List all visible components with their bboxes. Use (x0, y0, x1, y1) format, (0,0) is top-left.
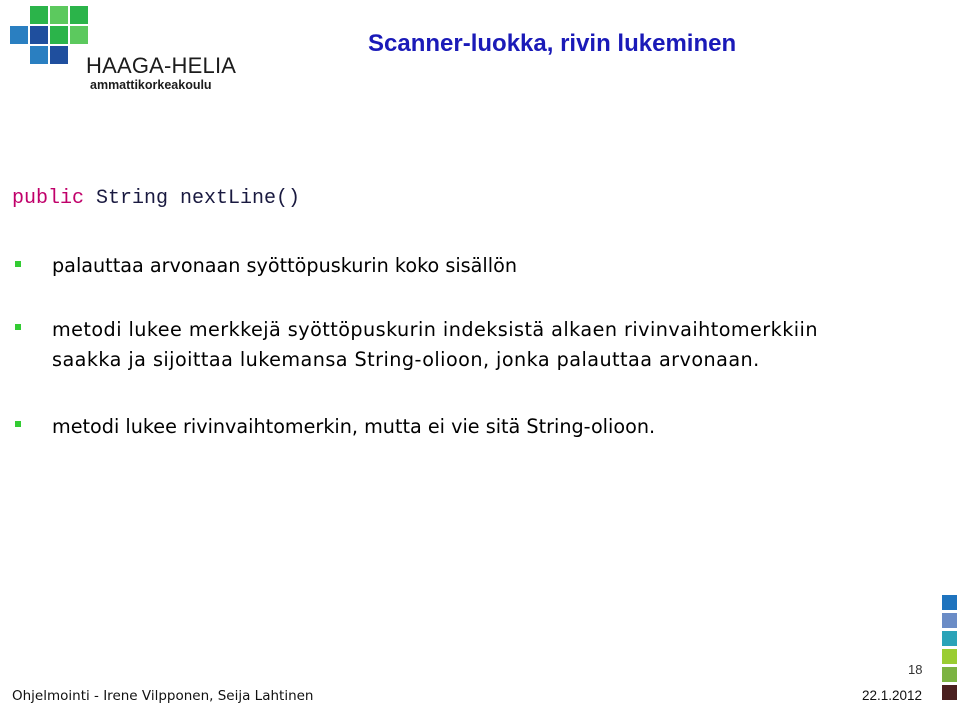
bullet-square-icon (15, 261, 21, 267)
logo-square-icon (30, 26, 48, 44)
method-signature (12, 187, 300, 210)
deco-square-icon (942, 649, 957, 664)
footer-authors: Ohjelmointi - Irene Vilpponen, Seija Lahtinen (12, 688, 314, 704)
logo-subtitle: ammattikorkeakoulu (90, 78, 212, 92)
page-number: 18 (908, 662, 923, 677)
deco-square-icon (942, 667, 957, 682)
deco-square-icon (942, 613, 957, 628)
logo-square-icon (50, 26, 68, 44)
bullet-text: metodi lukee rivinvaihtomerkin, mutta ei vie sitä String-olioon. (52, 415, 656, 438)
slide-title: Scanner-luokka, rivin lukeminen (368, 30, 737, 57)
logo-square-icon (30, 6, 48, 24)
logo-name: HAAGA-HELIA (86, 53, 237, 78)
signature-keyword: public (12, 187, 85, 210)
logo-square-icon (70, 6, 88, 24)
bullet-text-continuation: saakka ja sijoittaa lukemansa String-olioon, jonka palauttaa arvonaan. (52, 348, 760, 371)
deco-square-icon (942, 685, 957, 700)
logo-square-icon (50, 6, 68, 24)
bullet-text: metodi lukee merkkejä syöttöpuskurin indeksistä alkaen rivinvaihtomerkkiin (52, 318, 818, 341)
logo-square-icon (70, 26, 88, 44)
haaga-helia-logo (8, 6, 248, 96)
deco-square-icon (942, 595, 957, 610)
bullet-text: palauttaa arvonaan syöttöpuskurin koko sisällön (52, 254, 517, 277)
deco-square-icon (942, 631, 957, 646)
footer-date: 22.1.2012 (862, 688, 923, 703)
logo-square-icon (10, 26, 28, 44)
logo-square-icon (30, 46, 48, 64)
signature-rest: String nextLine() (84, 187, 301, 210)
logo-square-icon (50, 46, 68, 64)
bullet-square-icon (15, 324, 21, 330)
bullet-square-icon (15, 421, 21, 427)
decorative-squares (942, 595, 957, 703)
